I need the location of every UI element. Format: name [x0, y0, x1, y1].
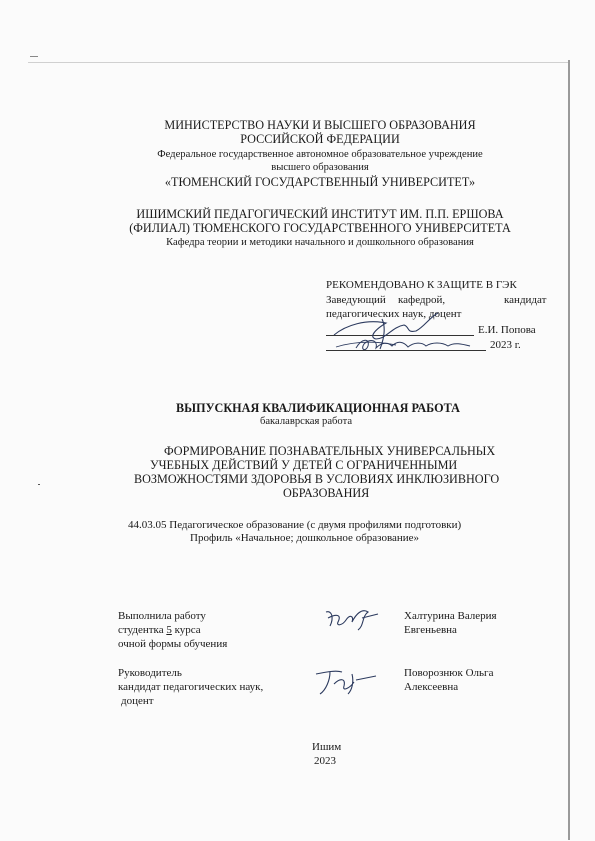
student-label-1: Выполнила работу	[118, 610, 206, 622]
specialty: 44.03.05 Педагогическое образование (с двумя профилями подготовки)	[128, 519, 462, 531]
student-label-3: очной формы обучения	[118, 638, 228, 650]
university-name: «ТЮМЕНСКИЙ ГОСУДАРСТВЕННЫЙ УНИВЕРСИТЕТ»	[164, 175, 476, 189]
title-line-4: ОБРАЗОВАНИЯ	[283, 486, 370, 500]
student-course: 5	[166, 624, 172, 636]
approval-year: 2023 г.	[490, 339, 521, 351]
title-line-1: ФОРМИРОВАНИЕ ПОЗНАВАТЕЛЬНЫХ УНИВЕРСАЛЬНЫХ	[164, 444, 496, 458]
title-line-2: УЧЕБНЫХ ДЕЙСТВИЙ У ДЕТЕЙ С ОГРАНИЧЕННЫМИ	[150, 458, 458, 472]
supervisor-label-3: доцент	[121, 695, 154, 707]
footer-year: 2023	[314, 755, 336, 767]
supervisor-label-1: Руководитель	[118, 667, 182, 679]
work-type: ВЫПУСКНАЯ КВАЛИФИКАЦИОННАЯ РАБОТА	[176, 401, 460, 415]
approval-word-2: кафедрой,	[398, 294, 446, 306]
scan-edge-top	[28, 62, 568, 63]
student-name-1: Халтурина Валерия	[404, 610, 497, 622]
approval-word-1: Заведующий	[326, 294, 386, 306]
approval-name: Е.И. Попова	[478, 324, 536, 336]
student-signature-icon	[322, 604, 382, 634]
title-line-3: ВОЗМОЖНОСТЯМИ ЗДОРОВЬЯ В УСЛОВИЯХ ИНКЛЮЗИВНОГО	[134, 472, 500, 486]
student-name-2: Евгеньевна	[404, 624, 457, 636]
institute-line-1: ИШИМСКИЙ ПЕДАГОГИЧЕСКИЙ ИНСТИТУТ ИМ. П.П. ЕРШОВА	[136, 207, 504, 221]
ministry-line-1: МИНИСТЕРСТВО НАУКИ И ВЫСШЕГО ОБРАЗОВАНИЯ	[164, 118, 476, 132]
student-label-2: студентка 5 курса	[118, 624, 201, 636]
supervisor-label-2: кандидат педагогических наук,	[118, 681, 264, 693]
profile: Профиль «Начальное; дошкольное образование»	[190, 532, 420, 544]
supervisor-signature-icon	[312, 664, 382, 698]
supervisor-name-1: Поворознюк Ольга	[404, 667, 494, 679]
work-subtype: бакалаврская работа	[259, 416, 353, 427]
supervisor-name-2: Алексеевна	[404, 681, 459, 693]
ministry-line-2: РОССИЙСКОЙ ФЕДЕРАЦИИ	[240, 132, 400, 146]
institution-line-1: Федеральное государственное автономное образовательное учреждение	[157, 149, 483, 160]
scan-mark	[30, 56, 38, 57]
footer-city: Ишим	[312, 741, 342, 753]
approval-line-2: педагогических наук, доцент	[326, 308, 462, 320]
department-name: Кафедра теории и методики начального и дошкольного образования	[166, 237, 474, 248]
institute-line-2: (ФИЛИАЛ) ТЮМЕНСКОГО ГОСУДАРСТВЕННОГО УНИВЕРСИТЕТА	[129, 221, 511, 235]
approval-word-3: кандидат	[504, 294, 547, 306]
scan-dot	[38, 484, 40, 485]
institution-line-2: высшего образования	[271, 162, 369, 173]
date-handwriting-icon	[352, 334, 492, 354]
approval-title: РЕКОМЕНДОВАНО К ЗАЩИТЕ В ГЭК	[326, 279, 517, 291]
